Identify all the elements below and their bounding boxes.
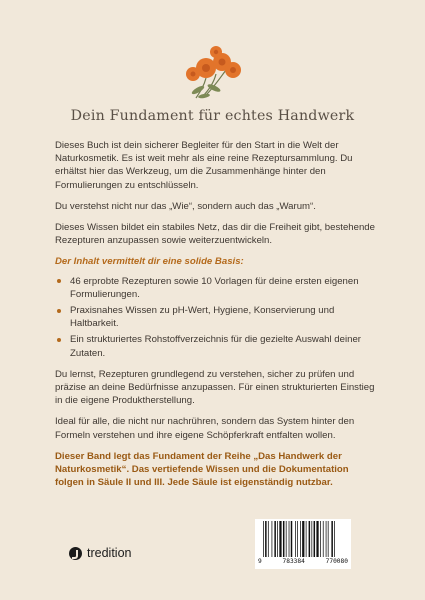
publisher-logo <box>69 545 131 561</box>
content-list <box>55 275 375 360</box>
publisher-name: tredition <box>87 546 132 560</box>
barcode-digit-group-2: 770080 <box>325 558 348 565</box>
paragraph-why: Du verstehst nicht nur das „Wie“, sondern auch das „Warum“. <box>55 200 316 212</box>
bullet-icon <box>57 338 61 342</box>
paragraph-intro: Dieses Buch ist dein sicherer Begleiter für den Start in die Welt der Naturkosmetik. Es ist weit mehr als eine reine Rezeptursammlung. Du erhältst hier das Werkzeug, um die Zusammenhänge hinter den Formulierungen zu entschlüsseln. <box>55 140 353 191</box>
bullet-icon <box>57 279 61 283</box>
barcode-digit-lead: 9 <box>258 558 262 565</box>
list-heading: Der Inhalt vermittelt dir eine solide Basis: <box>55 256 244 268</box>
isbn-barcode <box>255 519 351 569</box>
barcode-digit-group-1: 783384 <box>282 558 305 565</box>
list-item: Praxisnahes Wissen zu pH-Wert, Hygiene, Konservierung und Haltbarkeit. <box>55 304 375 330</box>
marigold-flower-icon <box>176 40 248 102</box>
list-item: 46 erprobte Rezepturen sowie 10 Vorlagen für deine ersten eigenen Formulierungen. <box>55 275 375 301</box>
paragraph-ideal: Ideal für alle, die nicht nur nachrühren, sondern das System hinter den Formeln verstehen und ihre eigene Schöpferkraft entfalten wollen. <box>55 416 355 441</box>
bullet-icon <box>57 309 61 313</box>
blurb-text <box>55 139 375 497</box>
paragraph-series: Dieser Band legt das Fundament der Reihe „Das Handwerk der Naturkosmetik“. Das vertiefende Wissen und die Dokumentation folgen in Säule II und III. Jede Säule ist eigenständig nutzbar. <box>55 450 349 489</box>
tredition-logo-icon <box>69 547 82 560</box>
barcode-bars <box>260 521 346 559</box>
cover-title: Dein Fundament für echtes Handwerk <box>70 108 355 124</box>
paragraph-knowledge: Dieses Wissen bildet ein stabiles Netz, das dir die Freiheit gibt, bestehende Rezepturen anzupassen sowie weiterzuentwickeln. <box>55 222 375 247</box>
paragraph-learn: Du lernst, Rezepturen grundlegend zu verstehen, sicher zu prüfen und präzise an deine Bedürfnisse anzupassen. Für einen strukturierten Einstieg in die eigene Produktherstellung. <box>55 368 375 407</box>
barcode-digits <box>257 558 349 568</box>
list-item: Ein strukturiertes Rohstoffverzeichnis für die gezielte Auswahl deiner Zutaten. <box>55 333 375 359</box>
